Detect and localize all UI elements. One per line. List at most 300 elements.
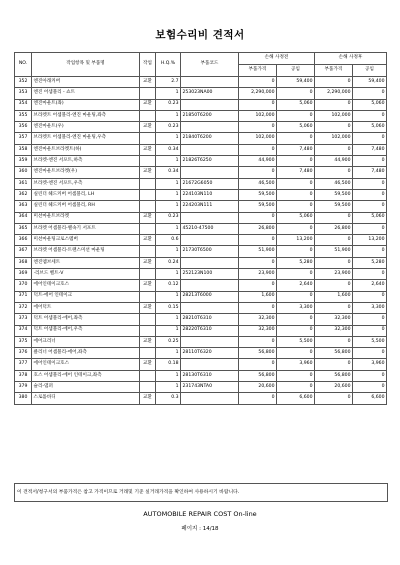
row-after-part-price: 23,900 xyxy=(315,269,353,280)
row-after-part-price: 0 xyxy=(315,122,353,133)
table-row xyxy=(15,167,387,178)
row-work-type xyxy=(140,370,156,381)
row-after-labor: 0 xyxy=(353,189,387,200)
row-work-type: 교환 xyxy=(140,336,156,347)
row-after-labor: 0 xyxy=(353,246,387,257)
row-no: 375 xyxy=(15,336,32,347)
row-after-labor: 0 xyxy=(353,291,387,302)
row-part-code xyxy=(181,77,239,88)
row-before-part-price: 56,800 xyxy=(239,370,277,381)
row-no: 372 xyxy=(15,302,32,313)
table-row xyxy=(15,302,387,313)
row-hqty: 0.3 xyxy=(156,393,181,404)
row-work-type xyxy=(140,348,156,359)
row-before-part-price: 0 xyxy=(239,393,277,404)
table-row xyxy=(15,336,387,347)
row-item-name: 호스 어셈블리-에어 인테이크,좌측 xyxy=(32,370,140,381)
row-no: 361 xyxy=(15,178,32,189)
header-after-labor: 공임 xyxy=(353,65,387,77)
row-before-labor: 5,060 xyxy=(277,99,315,110)
row-no: 367 xyxy=(15,246,32,257)
table-row xyxy=(15,77,387,88)
row-item-name: 엔진멤브세트 xyxy=(32,257,140,268)
row-work-type xyxy=(140,88,156,99)
row-part-code: 231743NTA0 xyxy=(181,382,239,393)
row-after-part-price: 59,500 xyxy=(315,189,353,200)
row-item-name: 실린더 헤드커버 어셈블리, RH xyxy=(32,201,140,212)
row-no: 356 xyxy=(15,122,32,133)
row-no: 368 xyxy=(15,257,32,268)
row-item-name: 스로틀바디 xyxy=(32,393,140,404)
row-after-part-price: 102,000 xyxy=(315,133,353,144)
row-item-name: 엔진 어셈블리 - 쇼트 xyxy=(32,88,140,99)
row-part-code: 224103N110 xyxy=(181,189,239,200)
row-after-part-price: 0 xyxy=(315,359,353,370)
row-work-type xyxy=(140,110,156,121)
table-row xyxy=(15,291,387,302)
row-before-labor: 7,480 xyxy=(277,167,315,178)
row-after-part-price: 0 xyxy=(315,167,353,178)
row-before-part-price: 0 xyxy=(239,336,277,347)
row-item-name: 미션마운트브라켓 xyxy=(32,212,140,223)
row-before-labor: 0 xyxy=(277,88,315,99)
row-after-part-price: 32,300 xyxy=(315,314,353,325)
row-after-labor: 0 xyxy=(353,370,387,381)
row-no: 376 xyxy=(15,348,32,359)
row-hqty: 1 xyxy=(156,269,181,280)
row-work-type: 교환 xyxy=(140,257,156,268)
row-before-part-price: 46,500 xyxy=(239,178,277,189)
row-before-labor: 5,060 xyxy=(277,212,315,223)
row-after-labor: 2,640 xyxy=(353,280,387,291)
row-item-name: 에어인테이크호스 xyxy=(32,280,140,291)
row-hqty: 1 xyxy=(156,382,181,393)
row-part-code xyxy=(181,336,239,347)
table-row xyxy=(15,88,387,99)
row-no: 353 xyxy=(15,88,32,99)
row-item-name: 브라켓 어셈블리-밸속기 서포트 xyxy=(32,223,140,234)
row-work-type: 교환 xyxy=(140,359,156,370)
row-item-name: 엔진마운트(우) xyxy=(32,122,140,133)
row-before-labor: 0 xyxy=(277,246,315,257)
header-before-part-price: 부품가격 xyxy=(239,65,277,77)
row-after-part-price: 0 xyxy=(315,235,353,246)
row-part-code: 28130T6310 xyxy=(181,370,239,381)
row-work-type xyxy=(140,269,156,280)
row-hqty: 0.23 xyxy=(156,99,181,110)
table-row xyxy=(15,122,387,133)
row-before-labor: 0 xyxy=(277,223,315,234)
row-before-part-price: 2,290,000 xyxy=(239,88,277,99)
row-before-part-price: 56,800 xyxy=(239,348,277,359)
row-item-name: 엔진아래커버 xyxy=(32,77,140,88)
row-hqty: 0.34 xyxy=(156,167,181,178)
row-part-code xyxy=(181,235,239,246)
row-no: 355 xyxy=(15,110,32,121)
row-before-labor: 0 xyxy=(277,201,315,212)
row-after-labor: 0 xyxy=(353,156,387,167)
row-no: 364 xyxy=(15,212,32,223)
row-item-name: 엔진마운트(좌) xyxy=(32,99,140,110)
row-before-labor: 0 xyxy=(277,370,315,381)
row-after-labor: 0 xyxy=(353,223,387,234)
document-title: 보험수리비 견적서 xyxy=(155,29,245,41)
row-before-labor: 0 xyxy=(277,189,315,200)
row-before-part-price: 32,300 xyxy=(239,325,277,336)
row-work-type xyxy=(140,133,156,144)
row-no: 377 xyxy=(15,359,32,370)
row-hqty: 0.34 xyxy=(156,144,181,155)
row-before-part-price: 20,600 xyxy=(239,382,277,393)
row-before-part-price: 0 xyxy=(239,212,277,223)
row-after-labor: 13,200 xyxy=(353,235,387,246)
row-after-labor: 0 xyxy=(353,110,387,121)
header-hqty: H.Q.% xyxy=(156,53,181,77)
row-after-labor: 5,060 xyxy=(353,212,387,223)
row-no: 374 xyxy=(15,325,32,336)
row-before-part-price: 0 xyxy=(239,257,277,268)
row-work-type xyxy=(140,201,156,212)
row-hqty: 0.12 xyxy=(156,280,181,291)
table-row xyxy=(15,156,387,167)
row-hqty: 1 xyxy=(156,370,181,381)
row-no: 354 xyxy=(15,99,32,110)
table-row xyxy=(15,257,387,268)
row-no: 371 xyxy=(15,291,32,302)
row-after-labor: 5,060 xyxy=(353,99,387,110)
header-code: 부품코드 xyxy=(181,53,239,77)
table-row xyxy=(15,201,387,212)
row-before-labor: 3,960 xyxy=(277,359,315,370)
row-hqty: 1 xyxy=(156,223,181,234)
row-work-type: 교환 xyxy=(140,99,156,110)
row-before-part-price: 0 xyxy=(239,280,277,291)
row-before-labor: 7,480 xyxy=(277,144,315,155)
row-work-type xyxy=(140,382,156,393)
row-part-code xyxy=(181,99,239,110)
row-work-type: 교환 xyxy=(140,144,156,155)
row-before-part-price: 23,900 xyxy=(239,269,277,280)
row-before-part-price: 0 xyxy=(239,167,277,178)
row-item-name: 엔진마운트브라켓트(하) xyxy=(32,144,140,155)
table-row xyxy=(15,144,387,155)
row-no: 369 xyxy=(15,269,32,280)
row-before-labor: 0 xyxy=(277,348,315,359)
row-part-code: 28220T6310 xyxy=(181,325,239,336)
row-item-name: ·리브드 벨트-V xyxy=(32,269,140,280)
row-before-part-price: 0 xyxy=(239,144,277,155)
row-hqty: 1 xyxy=(156,246,181,257)
row-after-labor: 5,280 xyxy=(353,257,387,268)
row-before-labor: 5,280 xyxy=(277,257,315,268)
row-before-part-price: 51,900 xyxy=(239,246,277,257)
row-after-labor: 7,480 xyxy=(353,144,387,155)
row-before-part-price: 44,900 xyxy=(239,156,277,167)
row-after-part-price: 0 xyxy=(315,393,353,404)
row-item-name: 에어덕트 xyxy=(32,302,140,313)
row-hqty: 2.7 xyxy=(156,77,181,88)
row-no: 352 xyxy=(15,77,32,88)
row-hqty: 1 xyxy=(156,348,181,359)
row-part-code xyxy=(181,122,239,133)
row-before-part-price: 32,300 xyxy=(239,314,277,325)
row-work-type xyxy=(140,325,156,336)
row-before-labor: 0 xyxy=(277,133,315,144)
table-row xyxy=(15,110,387,121)
row-after-part-price: 32,300 xyxy=(315,325,353,336)
row-no: 373 xyxy=(15,314,32,325)
table-row xyxy=(15,99,387,110)
row-no: 362 xyxy=(15,189,32,200)
row-before-part-price: 59,500 xyxy=(239,189,277,200)
estimate-rows xyxy=(15,77,387,405)
row-after-part-price: 0 xyxy=(315,280,353,291)
row-no: 370 xyxy=(15,280,32,291)
row-after-part-price: 59,500 xyxy=(315,201,353,212)
table-row xyxy=(15,189,387,200)
row-after-labor: 5,060 xyxy=(353,122,387,133)
row-before-labor: 2,640 xyxy=(277,280,315,291)
row-before-labor: 5,060 xyxy=(277,122,315,133)
row-after-part-price: 26,800 xyxy=(315,223,353,234)
row-after-labor: 0 xyxy=(353,133,387,144)
header-after-part-price: 부품가격 xyxy=(315,65,353,77)
header-after-adjustment: 손해 사정후 xyxy=(315,53,387,65)
row-hqty: 1 xyxy=(156,178,181,189)
row-before-labor: 3,300 xyxy=(277,302,315,313)
row-after-labor: 0 xyxy=(353,178,387,189)
row-after-labor: 6,600 xyxy=(353,393,387,404)
row-hqty: 0.23 xyxy=(156,212,181,223)
row-part-code xyxy=(181,212,239,223)
estimate-table xyxy=(14,52,387,405)
row-work-type xyxy=(140,156,156,167)
row-part-code xyxy=(181,280,239,291)
row-work-type: 교환 xyxy=(140,235,156,246)
row-after-labor: 3,300 xyxy=(353,302,387,313)
row-part-code xyxy=(181,257,239,268)
footnote: 이 견적서/청구서의 부품가격은 참고 가격이므로 거래및 기준 실거래가격을 확인하여 사용하시기 바랍니다. xyxy=(14,483,388,502)
row-before-part-price: 0 xyxy=(239,77,277,88)
row-after-part-price: 0 xyxy=(315,144,353,155)
row-hqty: 1 xyxy=(156,133,181,144)
row-item-name: 에어크리너 xyxy=(32,336,140,347)
row-before-part-price: 102,000 xyxy=(239,133,277,144)
row-before-labor: 0 xyxy=(277,291,315,302)
row-work-type: 교환 xyxy=(140,212,156,223)
row-work-type xyxy=(140,314,156,325)
row-before-part-price: 1,600 xyxy=(239,291,277,302)
row-no: 357 xyxy=(15,133,32,144)
row-work-type xyxy=(140,189,156,200)
row-item-name: 덕트 어셈블리-에어,우측 xyxy=(32,325,140,336)
row-work-type xyxy=(140,223,156,234)
row-before-labor: 0 xyxy=(277,382,315,393)
row-work-type: 교환 xyxy=(140,77,156,88)
table-row xyxy=(15,212,387,223)
row-before-labor: 0 xyxy=(277,269,315,280)
row-hqty: 0.15 xyxy=(156,302,181,313)
row-part-code xyxy=(181,167,239,178)
header-before-adjustment: 손해 사정전 xyxy=(239,53,315,65)
row-before-labor: 5,500 xyxy=(277,336,315,347)
row-before-part-price: 0 xyxy=(239,122,277,133)
row-no: 366 xyxy=(15,235,32,246)
row-part-code xyxy=(181,393,239,404)
table-row xyxy=(15,133,387,144)
row-part-code: 28213T6000 xyxy=(181,291,239,302)
row-part-code: 21672G6050 xyxy=(181,178,239,189)
row-no: 378 xyxy=(15,370,32,381)
row-work-type xyxy=(140,291,156,302)
header-row-group xyxy=(15,53,387,65)
table-row xyxy=(15,235,387,246)
row-part-code: 21840T6200 xyxy=(181,133,239,144)
row-after-part-price: 46,500 xyxy=(315,178,353,189)
row-no: 365 xyxy=(15,223,32,234)
table-row xyxy=(15,393,387,404)
footer-title: AUTOMOBILE REPAIR COST On-line xyxy=(143,510,257,518)
row-work-type xyxy=(140,246,156,257)
table-row xyxy=(15,178,387,189)
table-row xyxy=(15,314,387,325)
row-part-code: 252123N100 xyxy=(181,269,239,280)
row-item-name: 슬리-댐퍼 xyxy=(32,382,140,393)
header-item: 작업항목 및 부품명 xyxy=(32,53,140,77)
row-after-part-price: 0 xyxy=(315,212,353,223)
table-row xyxy=(15,348,387,359)
row-part-code: 224203N111 xyxy=(181,201,239,212)
row-work-type: 교환 xyxy=(140,167,156,178)
row-after-labor: 0 xyxy=(353,325,387,336)
row-after-part-price: 56,800 xyxy=(315,348,353,359)
row-before-labor: 6,600 xyxy=(277,393,315,404)
row-no: 363 xyxy=(15,201,32,212)
row-before-part-price: 59,500 xyxy=(239,201,277,212)
row-no: 359 xyxy=(15,156,32,167)
table-row xyxy=(15,382,387,393)
row-hqty: 0.18 xyxy=(156,359,181,370)
row-after-labor: 0 xyxy=(353,382,387,393)
row-item-name: 엔진마운트브라켓(우) xyxy=(32,167,140,178)
row-before-part-price: 26,800 xyxy=(239,223,277,234)
row-hqty: 0.23 xyxy=(156,122,181,133)
row-hqty: 0.24 xyxy=(156,257,181,268)
table-row xyxy=(15,325,387,336)
row-part-code: 28210T6310 xyxy=(181,314,239,325)
row-work-type: 교환 xyxy=(140,393,156,404)
row-item-name: 에어인테이크호스 xyxy=(32,359,140,370)
row-hqty: 1 xyxy=(156,156,181,167)
row-work-type: 교환 xyxy=(140,302,156,313)
row-after-labor: 59,400 xyxy=(353,77,387,88)
table-row xyxy=(15,223,387,234)
row-after-part-price: 0 xyxy=(315,257,353,268)
row-hqty: 1 xyxy=(156,88,181,99)
row-before-labor: 0 xyxy=(277,156,315,167)
table-row xyxy=(15,246,387,257)
row-item-name: 브라켓트 어셈블리-엔진 마운팅,우측 xyxy=(32,133,140,144)
row-before-labor: 0 xyxy=(277,110,315,121)
row-hqty: 1 xyxy=(156,314,181,325)
row-after-part-price: 44,900 xyxy=(315,156,353,167)
row-item-name: 브라켓-엔진 서포트,우측 xyxy=(32,178,140,189)
row-item-name: 클리너 어셈블리-에어,좌측 xyxy=(32,348,140,359)
row-no: 360 xyxy=(15,167,32,178)
row-hqty: 1 xyxy=(156,325,181,336)
row-hqty: 1 xyxy=(156,189,181,200)
header-work: 작업 xyxy=(140,53,156,77)
row-before-labor: 59,400 xyxy=(277,77,315,88)
row-part-code: 21730T6500 xyxy=(181,246,239,257)
row-item-name: 브라켓 어셈블리-트랜스미션 마운팅 xyxy=(32,246,140,257)
row-hqty: 0.25 xyxy=(156,336,181,347)
row-after-labor: 0 xyxy=(353,201,387,212)
row-after-labor: 0 xyxy=(353,269,387,280)
row-before-labor: 0 xyxy=(277,314,315,325)
row-work-type: 교환 xyxy=(140,280,156,291)
row-item-name: 브라켓-엔진 서포트,하측 xyxy=(32,156,140,167)
row-part-code: 253023NA00 xyxy=(181,88,239,99)
table-row xyxy=(15,359,387,370)
row-before-labor: 0 xyxy=(277,325,315,336)
row-after-part-price: 0 xyxy=(315,77,353,88)
header-before-labor: 공임 xyxy=(277,65,315,77)
row-before-labor: 13,200 xyxy=(277,235,315,246)
row-before-part-price: 0 xyxy=(239,359,277,370)
row-hqty: 1 xyxy=(156,201,181,212)
table-row xyxy=(15,370,387,381)
row-after-part-price: 20,600 xyxy=(315,382,353,393)
row-after-part-price: 0 xyxy=(315,336,353,347)
row-before-part-price: 0 xyxy=(239,99,277,110)
row-item-name: 덕트-에어 인테이크 xyxy=(32,291,140,302)
row-after-labor: 5,500 xyxy=(353,336,387,347)
page-number: 페이지 : 14/18 xyxy=(181,526,219,532)
row-after-labor: 0 xyxy=(353,314,387,325)
row-after-labor: 7,480 xyxy=(353,167,387,178)
row-before-part-price: 0 xyxy=(239,302,277,313)
row-item-name: 미션마운팅크로스멤버 xyxy=(32,235,140,246)
row-hqty: 1 xyxy=(156,110,181,121)
row-part-code: 21826T6250 xyxy=(181,156,239,167)
row-before-part-price: 102,000 xyxy=(239,110,277,121)
row-after-part-price: 1,600 xyxy=(315,291,353,302)
row-after-part-price: 102,000 xyxy=(315,110,353,121)
row-after-labor: 3,960 xyxy=(353,359,387,370)
table-row xyxy=(15,269,387,280)
row-after-part-price: 0 xyxy=(315,302,353,313)
row-after-part-price: 51,900 xyxy=(315,246,353,257)
row-part-code xyxy=(181,302,239,313)
row-work-type: 교환 xyxy=(140,122,156,133)
row-after-labor: 0 xyxy=(353,88,387,99)
row-part-code: 45210-47500 xyxy=(181,223,239,234)
row-hqty: 0.6 xyxy=(156,235,181,246)
row-before-labor: 0 xyxy=(277,178,315,189)
header-no: NO. xyxy=(15,53,32,77)
row-part-code xyxy=(181,144,239,155)
row-item-name: 브라켓트 어셈블리-엔진 마운팅,좌측 xyxy=(32,110,140,121)
row-no: 380 xyxy=(15,393,32,404)
row-hqty: 1 xyxy=(156,291,181,302)
row-after-labor: 0 xyxy=(353,348,387,359)
row-no: 379 xyxy=(15,382,32,393)
row-item-name: 실린더 헤드커버 어셈블리, LH xyxy=(32,189,140,200)
table-row xyxy=(15,280,387,291)
row-item-name: 덕트 어셈블리-에어,좌측 xyxy=(32,314,140,325)
row-after-part-price: 56,800 xyxy=(315,370,353,381)
